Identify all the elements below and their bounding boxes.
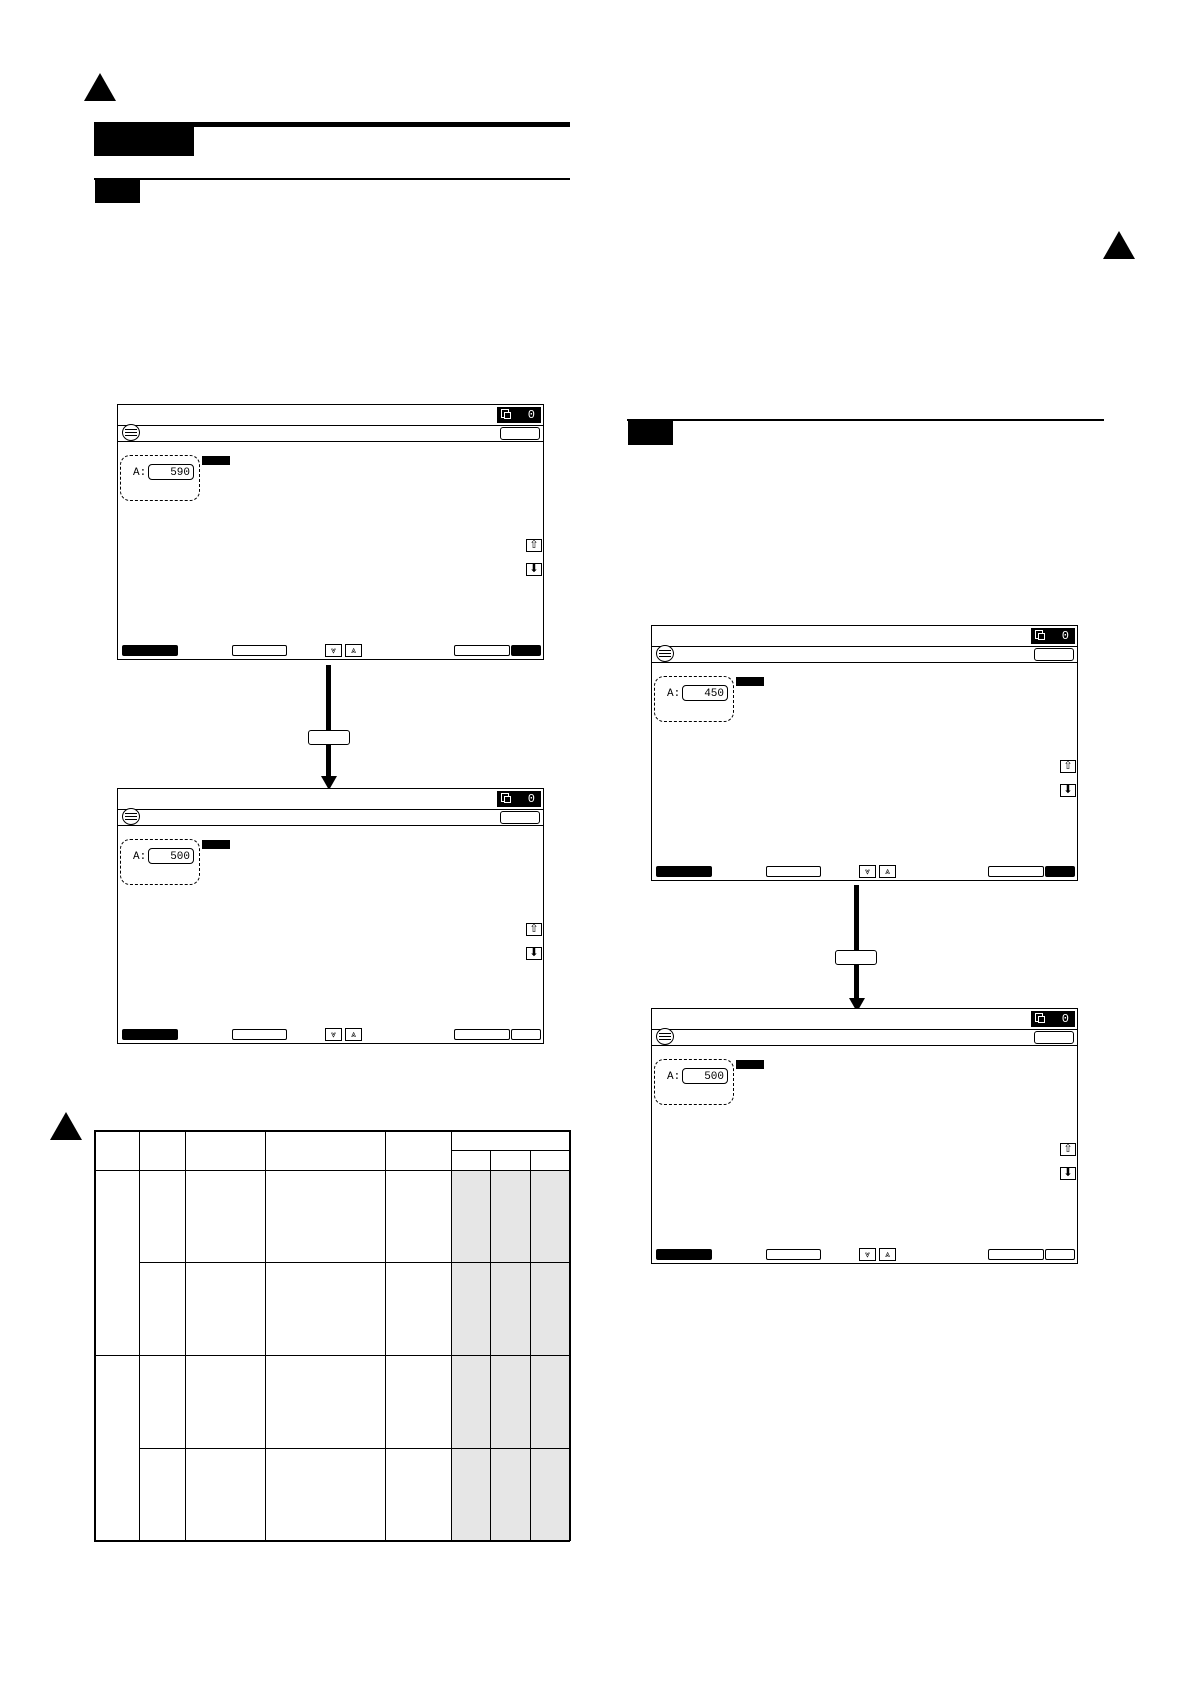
counter-value: 0: [1061, 1012, 1069, 1026]
page-up-icon[interactable]: ⩓: [879, 1248, 896, 1261]
warning-triangle-icon: [84, 73, 116, 101]
table-border: [94, 1130, 570, 1132]
copy-icon: [1035, 630, 1043, 639]
bottom-button-left[interactable]: [656, 1249, 712, 1260]
copy-counter: [497, 407, 541, 423]
page-down-icon[interactable]: ⩔: [859, 1248, 876, 1261]
scroll-up-icon[interactable]: ⇧: [526, 923, 542, 936]
bottom-button-left[interactable]: [656, 866, 712, 877]
table-line: [139, 1448, 570, 1449]
menu-icon[interactable]: [656, 1028, 674, 1045]
bottom-bar: [118, 641, 543, 659]
table-line: [451, 1150, 570, 1151]
scroll-down-icon[interactable]: ⬇: [526, 563, 542, 576]
copy-counter: [1031, 1011, 1075, 1027]
title-bar: [118, 425, 543, 442]
table-border: [94, 1540, 570, 1542]
subsection-heading-block: [95, 180, 140, 203]
bottom-button-end[interactable]: [1045, 866, 1075, 877]
bottom-button-mid[interactable]: [232, 645, 287, 656]
bottom-button-mid[interactable]: [766, 866, 821, 877]
item-tag: [202, 840, 230, 849]
scroll-up-icon[interactable]: ⇧: [1060, 1143, 1076, 1156]
top-button[interactable]: [500, 427, 540, 440]
table-line: [385, 1130, 386, 1541]
screen-mockup-before: [651, 625, 1078, 881]
table-line: [530, 1150, 531, 1541]
menu-icon[interactable]: [122, 808, 140, 825]
bottom-button-mid[interactable]: [232, 1029, 287, 1040]
bottom-button-end[interactable]: [511, 645, 541, 656]
counter-value: 0: [1061, 629, 1069, 643]
value-field[interactable]: 450: [682, 685, 728, 701]
flow-arrow-line: [854, 885, 859, 999]
scroll-down-icon[interactable]: ⬇: [1060, 1167, 1076, 1180]
table-line: [139, 1262, 570, 1263]
bottom-button-right[interactable]: [988, 1249, 1044, 1260]
title-bar: [652, 1029, 1077, 1046]
subsection-rule: [627, 419, 1104, 421]
field-label: A:: [133, 851, 147, 863]
value-field[interactable]: 590: [148, 464, 194, 480]
bottom-button-end[interactable]: [511, 1029, 541, 1040]
title-bar: [652, 646, 1077, 663]
table-border: [94, 1130, 96, 1541]
bottom-button-right[interactable]: [454, 1029, 510, 1040]
screen-mockup-after: [117, 788, 544, 1044]
bottom-bar: [118, 1025, 543, 1043]
table-border: [569, 1130, 571, 1541]
bottom-button-mid[interactable]: [766, 1249, 821, 1260]
copy-counter: [1031, 628, 1075, 644]
value-field[interactable]: 500: [682, 1068, 728, 1084]
scroll-up-icon[interactable]: ⇧: [1060, 760, 1076, 773]
page-up-icon[interactable]: ⩓: [345, 1028, 362, 1041]
warning-triangle-icon: [1103, 231, 1135, 259]
table-line: [451, 1130, 452, 1541]
item-tag: [202, 456, 230, 465]
bottom-button-end[interactable]: [1045, 1249, 1075, 1260]
copy-icon: [501, 793, 509, 802]
bottom-button-left[interactable]: [122, 645, 178, 656]
scroll-down-icon[interactable]: ⬇: [1060, 784, 1076, 797]
counter-value: 0: [527, 792, 535, 806]
warning-triangle-icon: [50, 1112, 82, 1140]
page-down-icon[interactable]: ⩔: [859, 865, 876, 878]
top-button[interactable]: [1034, 1031, 1074, 1044]
title-bar: [118, 809, 543, 826]
bottom-button-right[interactable]: [988, 866, 1044, 877]
value-field[interactable]: 500: [148, 848, 194, 864]
item-tag: [736, 1060, 764, 1069]
table-line: [139, 1130, 140, 1541]
scroll-up-icon[interactable]: ⇧: [526, 539, 542, 552]
page-down-icon[interactable]: ⩔: [325, 1028, 342, 1041]
screen-mockup-before: [117, 404, 544, 660]
copy-icon: [1035, 1013, 1043, 1022]
table-line: [185, 1130, 186, 1541]
top-button[interactable]: [1034, 648, 1074, 661]
subsection-heading-block: [628, 421, 673, 445]
table-line: [265, 1130, 266, 1541]
screen-mockup-after: [651, 1008, 1078, 1264]
table-line: [490, 1150, 491, 1541]
menu-icon[interactable]: [122, 424, 140, 441]
bottom-button-right[interactable]: [454, 645, 510, 656]
field-label: A:: [667, 1071, 681, 1083]
bottom-bar: [652, 862, 1077, 880]
page-up-icon[interactable]: ⩓: [345, 644, 362, 657]
subsection-rule: [94, 178, 570, 180]
section-heading-block: [94, 127, 194, 156]
table-line: [94, 1170, 570, 1171]
copy-counter: [497, 791, 541, 807]
counter-value: 0: [527, 408, 535, 422]
field-label: A:: [667, 688, 681, 700]
table-line: [94, 1355, 570, 1356]
copy-icon: [501, 409, 509, 418]
key-button: [308, 730, 350, 745]
bottom-button-left[interactable]: [122, 1029, 178, 1040]
menu-icon[interactable]: [656, 645, 674, 662]
page-down-icon[interactable]: ⩔: [325, 644, 342, 657]
bottom-bar: [652, 1245, 1077, 1263]
top-button[interactable]: [500, 811, 540, 824]
scroll-down-icon[interactable]: ⬇: [526, 947, 542, 960]
field-label: A:: [133, 467, 147, 479]
key-button: [835, 950, 877, 965]
item-tag: [736, 677, 764, 686]
page-up-icon[interactable]: ⩓: [879, 865, 896, 878]
flow-arrow-line: [326, 665, 331, 777]
